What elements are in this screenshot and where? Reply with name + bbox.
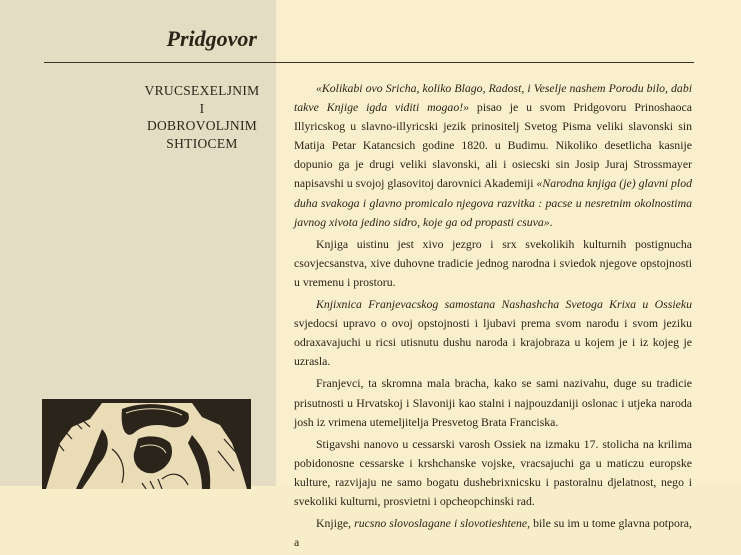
paragraph-2 xyxy=(294,235,692,292)
paragraph-text: pisao je u svom Pridgovoru Prinoshaoca Illyricskog u slavno-illyricski jezik prinositelj Svetog Pisma veliki slavonski sin Matija Petar Katancsich godine 1820. u Budimu. Nikoliko desetlicha kasnije dopunio ga je drugi veliki slavonski, ali i osiecski sin Josip Juraj Strossmayer napisavshi u svojoj glasovitoj darovnici Akademiji xyxy=(294,100,692,191)
dedication-line: VRUCSEXELJNIM xyxy=(144,83,260,98)
page-title: Pridgovor xyxy=(166,26,257,51)
title-rule xyxy=(44,62,694,63)
italic-phrase: rucsno slovoslagane i slovotieshtene xyxy=(354,516,528,531)
katancsich-quote: «Kolikabi ovo Sricha, koliko Blago, Radost, i Veselje nashem Porodu bilo, dabi takve Knjige igda viditi mogao!» xyxy=(294,81,692,115)
paragraph-text: , bile su im u tome glavna potpora, a xyxy=(294,516,692,550)
paragraph-text: . xyxy=(549,214,553,229)
library-name: Knjixnica Franjevacskog samostana Nashashcha Svetoga Krixa u Ossieku xyxy=(316,297,692,312)
paragraph-6 xyxy=(294,514,692,552)
paragraph-text: Franjevci, ta skromna mala bracha, kako se sami nazivahu, duge su tradicie prisutnosti u Hrvatskoj i Slavoniji kao stalni i najpouzdaniji oslonac i utjeka naroda josh iz vrimena utemeljitelja Presvetog Brata Franciska. xyxy=(294,376,692,429)
strossmayer-quote: «Narodna knjiga (je) glavni plod duha svakoga i glavno promicalo njegova razvitka : pacse u nesretnim okolnostima javnog xivota jedino sidro, koje ga od propasti csuva» xyxy=(294,176,692,229)
paragraph-text: Knjiga uistinu jest xivo jezgro i srx svekolikih kulturnih postignucha csovjecsanstva, xive duhovne tradicie jednog narodna i sviedok njegove opstojnosti u vremenu i prostoru. xyxy=(294,236,692,289)
paragraph-4 xyxy=(294,374,692,431)
woodcut-illustration xyxy=(42,399,251,489)
dedication-line: SHTIOCEM xyxy=(166,135,238,151)
paragraph-3 xyxy=(294,295,692,371)
dedication-line: I xyxy=(199,100,205,116)
paragraph-5 xyxy=(294,435,692,511)
paragraph-text: svjedocsi upravo o ovoj opstojnosti i ljubavi prema svom narodu i svom jeziku odraxavajuchi u ricsi utisnutu dushu naroda i krajobraza u kojem je i iz kojeg je uzrasla. xyxy=(294,316,692,369)
woodcut-image xyxy=(42,399,251,489)
dedication-line: DOBROVOLJNIM xyxy=(146,118,258,134)
dedication xyxy=(138,82,266,152)
paragraph-text: Stigavshi nanovo u cessarski varosh Ossiek na izmaku 17. stolicha na krilima pobidonosne cessarske i krshchanske vojske, vracsajuchi ga u maticzu europske kulture, razvijaju ne samo bogatu dushebrixnicsku i pastoralnu djelatnost, nego i svekoliki kulturni, prosvietni i opcheopchinski rad. xyxy=(294,436,692,508)
preface-text xyxy=(294,79,692,555)
paragraph-1 xyxy=(294,79,692,232)
paragraph-text: Knjige, xyxy=(316,516,355,531)
